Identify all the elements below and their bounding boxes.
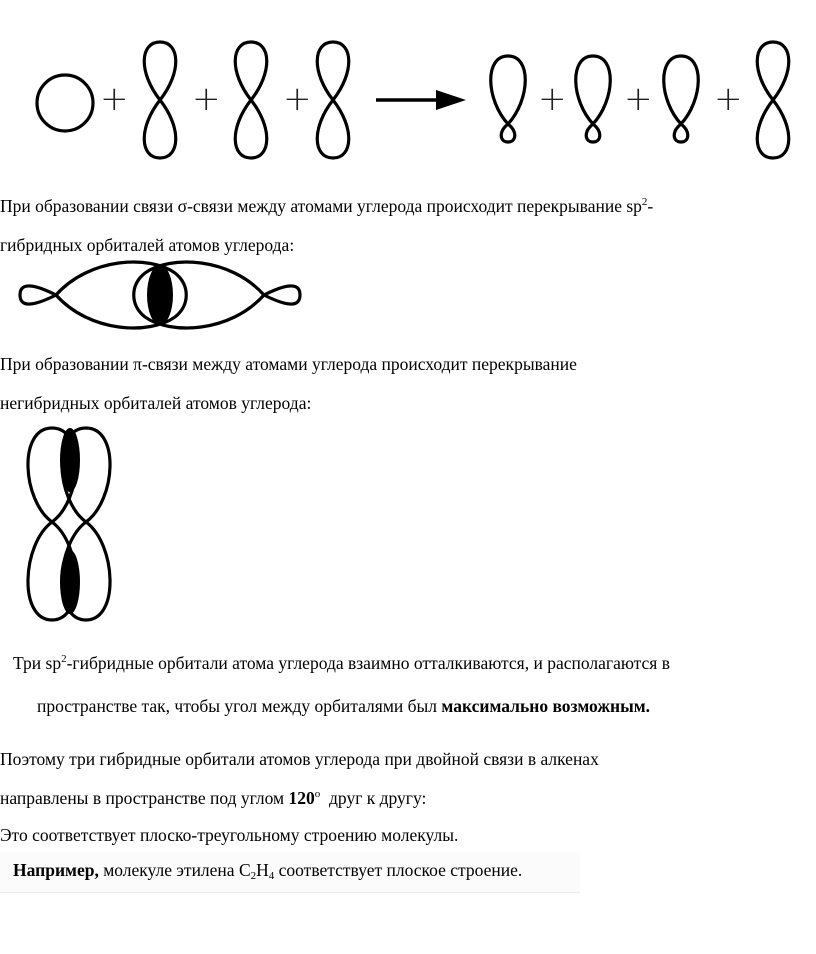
sigma-paragraph-line2: гибридных орбиталей атомов углерода: (0, 235, 295, 255)
text-run: - (647, 196, 654, 216)
text-run: направлены в пространстве под углом (0, 788, 289, 808)
text-run: пространстве так, чтобы угол между орбиталями был (37, 696, 442, 716)
plus-sign: + (283, 79, 312, 119)
plus-sign: + (624, 79, 653, 119)
angle-value: 120 (288, 788, 315, 808)
p-orbital-icon (144, 42, 176, 158)
sp2-repulsion-line1 (13, 653, 670, 673)
plus-sign: + (100, 79, 129, 119)
degree-sign: о (314, 788, 321, 800)
example-label: Например, (13, 860, 99, 880)
subscript: 2 (250, 870, 257, 882)
reaction-arrow-head (436, 90, 466, 110)
sigma-overlap-diagram (0, 255, 320, 335)
plus-sign: + (714, 79, 743, 119)
p-orbital-icon (317, 42, 349, 158)
plus-sign: + (538, 79, 567, 119)
pi-overlap-diagram (0, 420, 140, 630)
plus-sign: + (192, 79, 221, 119)
emphasis: максимально возможным. (441, 696, 651, 716)
sigma-paragraph-line1 (0, 196, 653, 216)
angle-paragraph-line1: Поэтому три гибридные орбитали атомов углерода при двойной связи в алкенах (0, 749, 599, 769)
text-run: молекуле этилена C (98, 860, 251, 880)
text-run: друг к другу: (320, 788, 427, 808)
example-line (13, 860, 522, 880)
pi-paragraph-line1: При образовании π-связи между атомами углерода происходит перекрывание (0, 354, 577, 374)
angle-paragraph-line2 (0, 788, 426, 808)
text-run: H (256, 860, 269, 880)
superscript: 2 (61, 653, 67, 665)
s-orbital-icon (37, 75, 93, 131)
p-orbital-icon (235, 42, 267, 158)
planar-structure-line: Это соответствует плоско-треугольному строению молекулы. (0, 825, 459, 845)
sp2-orbital-icon (664, 56, 699, 142)
subscript: 4 (268, 870, 275, 882)
superscript: 2 (641, 196, 648, 208)
sp2-repulsion-line2 (37, 696, 650, 716)
text-run: соответствует плоское строение. (274, 860, 523, 880)
p-orbital-icon (757, 42, 789, 158)
sp2-orbital-icon (491, 56, 526, 142)
sp2-orbital-icon (576, 56, 611, 142)
sigma-overlap-region (147, 265, 173, 325)
pi-paragraph-line2: негибридных орбиталей атомов углерода: (0, 393, 312, 413)
text-run: Три sp (13, 653, 62, 673)
pi-overlap-bottom (60, 550, 80, 614)
text-run: -гибридные орбитали атома углерода взаимно отталкиваются, и располагаются в (66, 653, 670, 673)
text-run: При образовании связи σ-связи между атомами углерода происходит перекрывание sp (0, 196, 642, 216)
pi-overlap-top (60, 428, 80, 492)
